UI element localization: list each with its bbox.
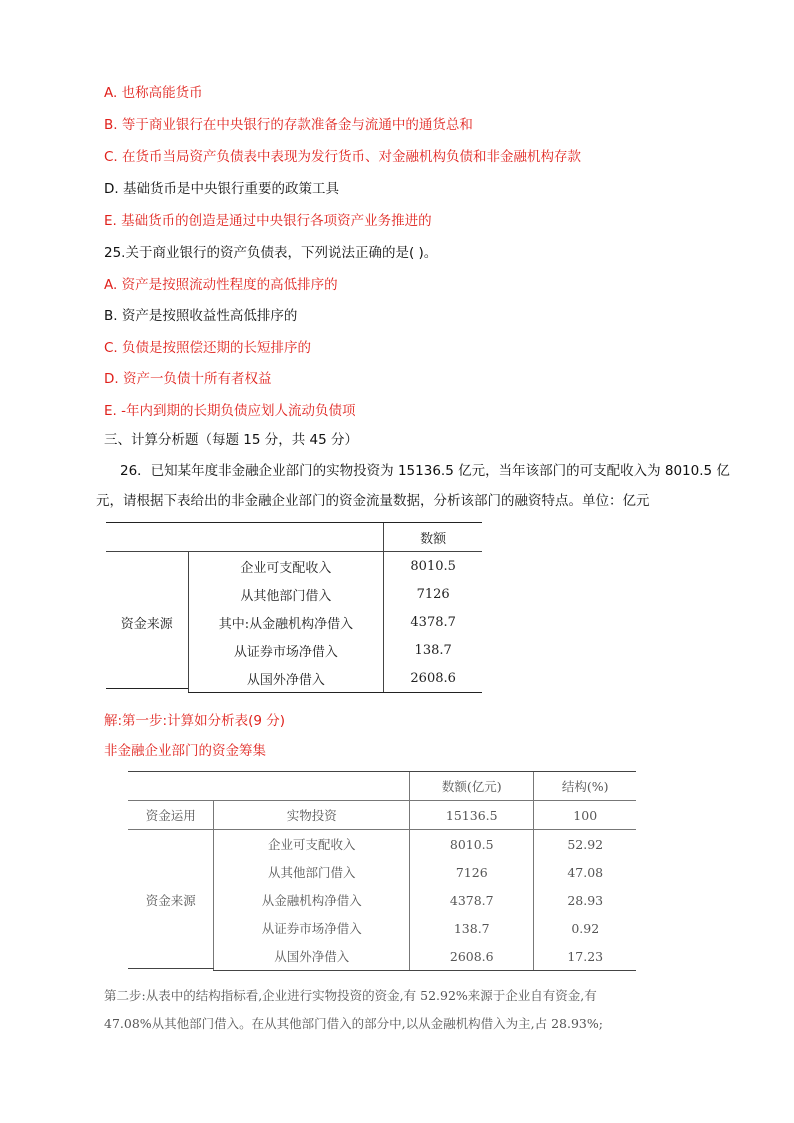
table-row-pct: 17.23 (534, 942, 636, 971)
option-e: E. 基础货币的创造是通过中央银行各项资产业务推进的 (104, 213, 432, 229)
table-row-label: 从国外净借入 (214, 942, 410, 971)
step2-line1: 第二步:从表中的结构指标看,企业进行实物投资的资金,有 52.92%来源于企业自有资金,有 (104, 988, 597, 1003)
analysis-table (128, 771, 636, 971)
table-row-amount: 138.7 (410, 914, 534, 942)
table1-header: 数额 (384, 523, 482, 552)
table-row-label: 从国外净借入 (188, 664, 384, 693)
q25-option-d: D. 资产一负债十所有者权益 (104, 371, 272, 387)
option-c: C. 在货币当局资产负债表中表现为发行货币、对金融机构负债和非金融机构存款 (104, 149, 582, 165)
q25-option-b: B. 资产是按照收益性高低排序的 (104, 308, 298, 324)
table-row-label: 从其他部门借入 (188, 580, 384, 608)
step2-line2: 47.08%从其他部门借入。在从其他部门借入的部分中,以从金融机构借入为主,占 28.93%; (104, 1016, 603, 1031)
table1-group-label: 资金来源 (120, 616, 173, 632)
table-row-pct: 100 (534, 801, 636, 830)
table-row-label: 从证券市场净借入 (188, 636, 384, 664)
table-row-label: 企业可支配收入 (214, 830, 410, 859)
option-a: A. 也称高能货币 (104, 85, 203, 101)
table-row-label: 实物投资 (214, 801, 410, 830)
table2-use-group: 资金运用 (128, 801, 214, 830)
question-25: 25.关于商业银行的资产负债表，下列说法正确的是( )。 (104, 245, 438, 261)
table2-group-label: 资金来源 (145, 893, 196, 909)
q25-option-a: A. 资产是按照流动性程度的高低排序的 (104, 277, 338, 293)
table-row-pct: 0.92 (534, 914, 636, 942)
answer-table-title: 非金融企业部门的资金筹集 (104, 743, 266, 759)
answer-step1: 解:第一步:计算如分析表(9 分) (104, 713, 286, 729)
table-row-label: 其中:从金融机构净借入 (188, 608, 384, 636)
question-26-line2: 元，请根据下表给出的非金融企业部门的资金流量数据，分析该部门的融资特点。单位：亿元 (96, 493, 650, 509)
table1-bottom-rule (106, 688, 188, 689)
table-row-pct: 52.92 (534, 830, 636, 859)
table-row-pct: 28.93 (534, 886, 636, 914)
table-row-amount: 2608.6 (410, 942, 534, 971)
table-row-label: 从证券市场净借入 (214, 914, 410, 942)
q25-option-e: E. -年内到期的长期负债应划人流动负债项 (104, 403, 356, 419)
q25-option-c: C. 负债是按照偿还期的长短排序的 (104, 340, 312, 356)
table-row-value: 4378.7 (384, 608, 482, 636)
option-d: D. 基础货币是中央银行重要的政策工具 (104, 181, 339, 197)
table2-bottom-rule (128, 968, 214, 969)
table-row-label: 从金融机构净借入 (214, 886, 410, 914)
table-row-amount: 7126 (410, 858, 534, 886)
table-row-value: 8010.5 (384, 552, 482, 581)
table2-header-amount: 数额(亿元) (410, 772, 534, 801)
table-row-amount: 4378.7 (410, 886, 534, 914)
table-row-value: 7126 (384, 580, 482, 608)
table2-header-structure: 结构(%) (534, 772, 636, 801)
funding-table (106, 522, 482, 693)
table-row-amount: 15136.5 (410, 801, 534, 830)
option-b: B. 等于商业银行在中央银行的存款准备金与流通中的通货总和 (104, 117, 473, 133)
section-heading: 三、计算分析题（每题 15 分，共 45 分） (104, 432, 359, 448)
question-26-line1: 26．已知某年度非金融企业部门的实物投资为 15136.5 亿元，当年该部门的可支配收入为 8010.5 亿 (120, 463, 730, 479)
table-row-pct: 47.08 (534, 858, 636, 886)
table-row-label: 从其他部门借入 (214, 858, 410, 886)
table-row-value: 138.7 (384, 636, 482, 664)
table-row-label: 企业可支配收入 (188, 552, 384, 581)
table-row-value: 2608.6 (384, 664, 482, 693)
table-row-amount: 8010.5 (410, 830, 534, 859)
